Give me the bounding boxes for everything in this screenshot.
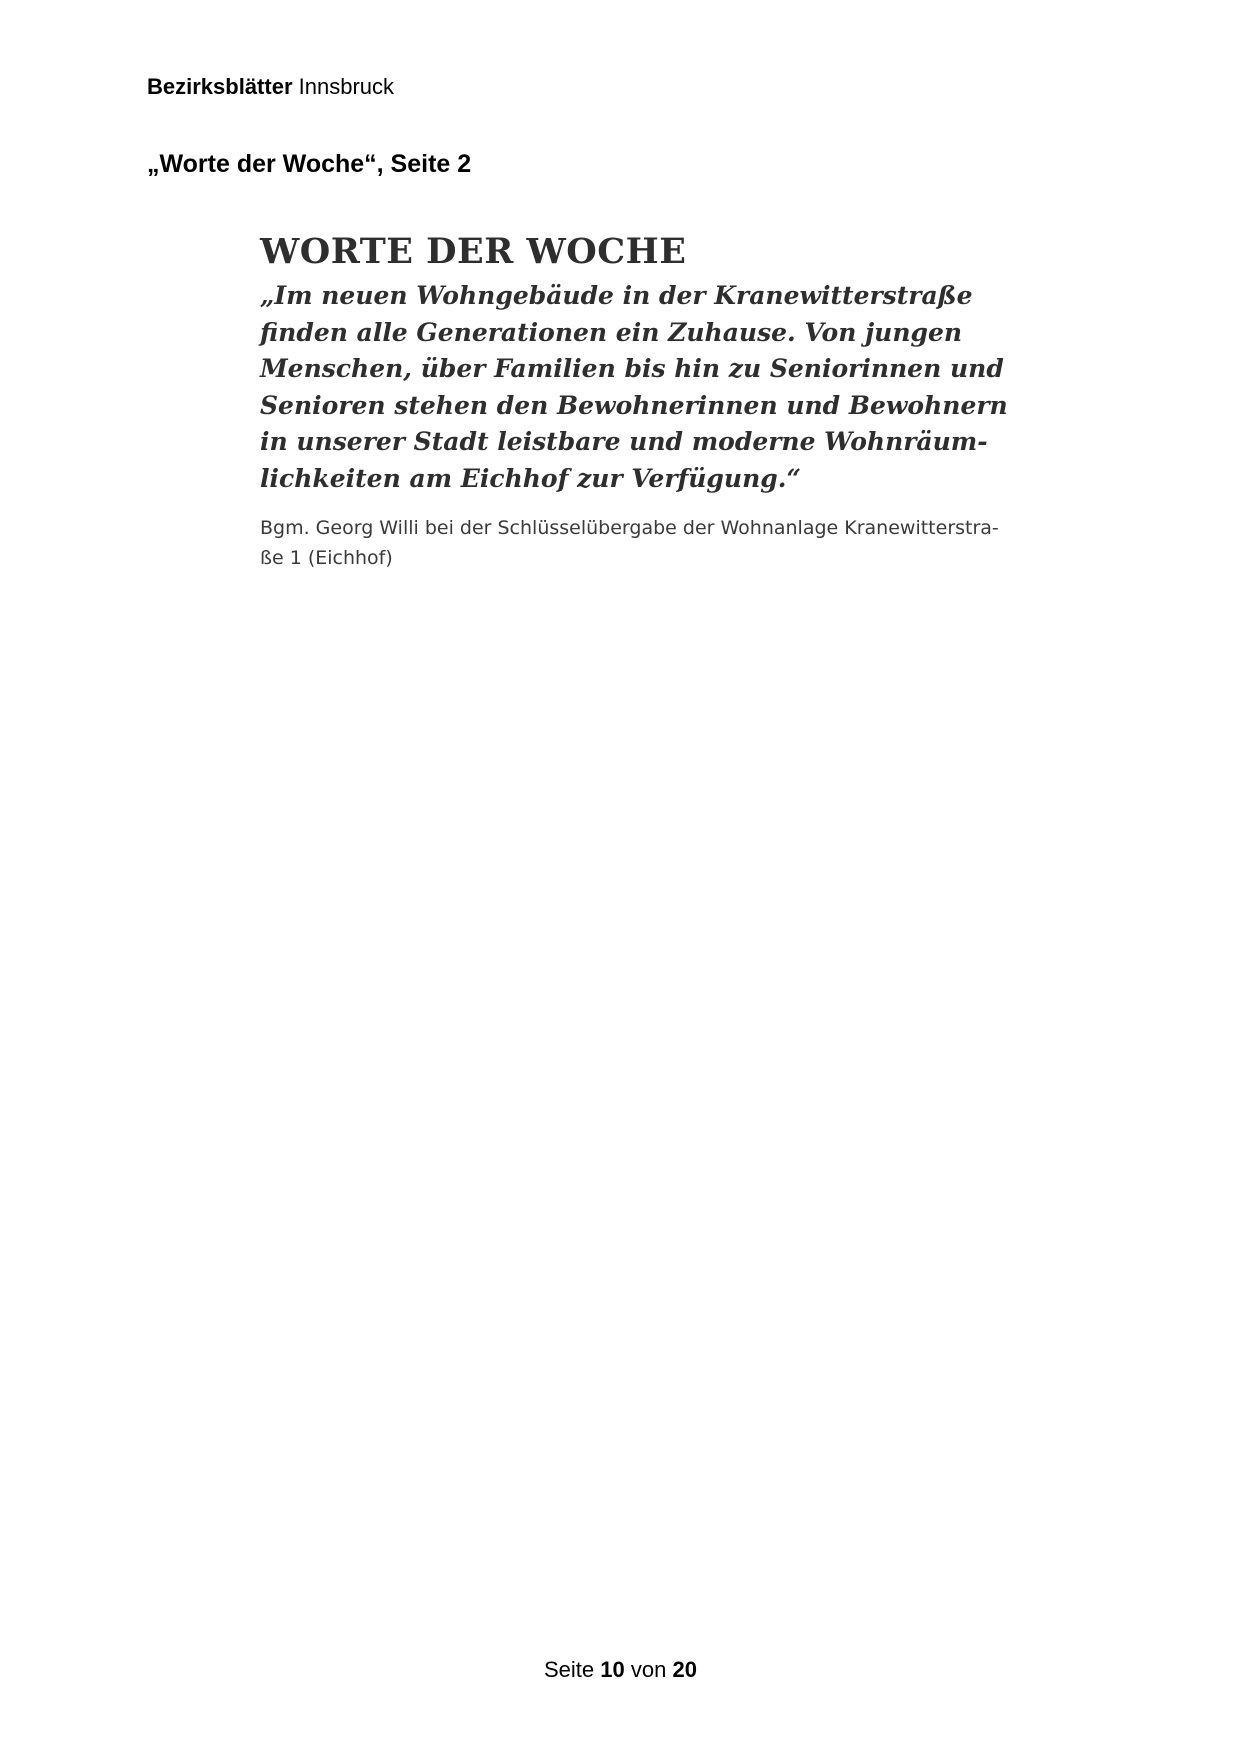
quote-line: lichkeiten am Eichhof zur Verfügung.“: [260, 463, 801, 493]
quote-line: Menschen, über Familien bis hin zu Seniorinnen und: [260, 354, 1004, 383]
quote-line: Senioren stehen den Bewohnerinnen und Bewohnern: [260, 390, 1008, 420]
clipping-heading: WORTE DER WOCHE: [260, 231, 687, 272]
caption-line: Bgm. Georg Willi bei der Schlüsselübergabe der Wohnanlage Kranewitterstra-: [260, 517, 999, 539]
quote-line: finden alle Generationen ein Zuhause. Von jungen: [260, 317, 963, 347]
publication-header: [147, 73, 394, 101]
current-page-number: 10: [600, 1657, 625, 1682]
publication-edition: Innsbruck: [298, 74, 395, 99]
section-title: „Worte der Woche“, Seite 2: [147, 150, 472, 178]
caption-line: ße 1 (Eichhof): [260, 547, 393, 569]
clipping-quote: [260, 278, 1008, 497]
page-word: Seite: [544, 1657, 595, 1682]
quote-line: „Im neuen Wohngebäude in der Kranewitterstraße: [260, 281, 973, 310]
publication-name: Bezirksblätter: [147, 74, 293, 99]
clipping-caption: [260, 513, 1000, 573]
of-word: von: [630, 1657, 667, 1682]
page-footer: [0, 1656, 1241, 1684]
quote-line: in unserer Stadt leistbare und moderne Wohnräum-: [260, 427, 988, 456]
newspaper-clipping: [260, 230, 1008, 573]
total-pages-number: 20: [672, 1657, 697, 1682]
